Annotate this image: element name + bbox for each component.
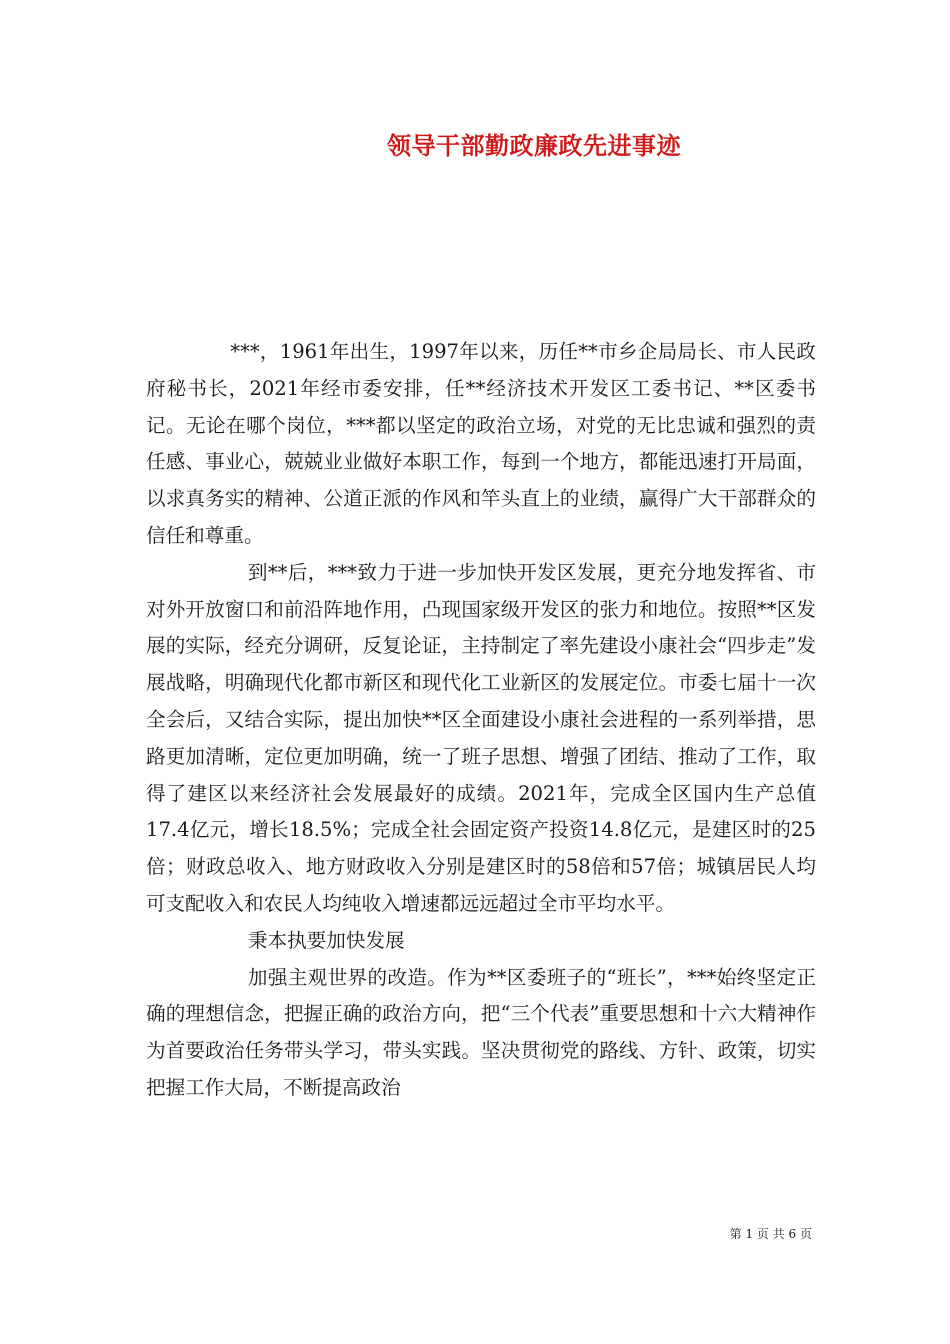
document-title: 领导干部勤政廉政先进事迹 [387,131,681,160]
paragraph-political: 加强主观世界的改造。作为**区委班子的“班长”，***始终坚定正确的理想信念，把握正确的政治方向，把“三个代表”重要思想和十六大精神作为首要政治任务带头学习，带头实践。坚决贯彻党的路线、方针、政策，切实把握工作大局，不断提高政治 [146,965,816,1099]
paragraph-development: 到**后，***致力于进一步加快开发区发展，更充分地发挥省、市对外开放窗口和前沿阵地作用，凸现国家级开发区的张力和地位。按照**区发展的实际，经充分调研，反复论证，主持制定了率先建设小康社会“四步走”发展战略，明确现代化都市新区和现代化工业新区的发展定位。市委七届十一次全会后，又结合实际，提出加快**区全面建设小康社会进程的一系列举措，思路更加清晰，定位更加明确，统一了班子思想、增强了团结、推动了工作，取得了建区以来经济社会发展最好的成绩。2021年，完成全区国内生产总值17.4亿元，增长18.5%；完成全社会固定资产投资14.8亿元，是建区时的25倍；财政总收入、地方财政收入分别是建区时的58倍和57倍；城镇居民人均可支配收入和农民人均纯收入增速都远远超过全市平均水平。 [146,560,816,915]
section-heading: 秉本执要加快发展 [247,928,405,952]
document-body [146,334,816,1107]
page-number: 第 1 页 共 6 页 [729,1227,812,1241]
paragraph-intro: ***，1961年出生，1997年以来，历任**市乡企局局长、市人民政府秘书长，2021年经市委安排，任**经济技术开发区工委书记、**区委书记。无论在哪个岗位，***都以坚定的政治立场，对党的无比忠诚和强烈的责任感、事业心，兢兢业业做好本职工作，每到一个地方，都能迅速打开局面，以求真务实的精神、公道正派的作风和竿头直上的业绩，赢得广大干部群众的信任和尊重。 [146,340,816,547]
